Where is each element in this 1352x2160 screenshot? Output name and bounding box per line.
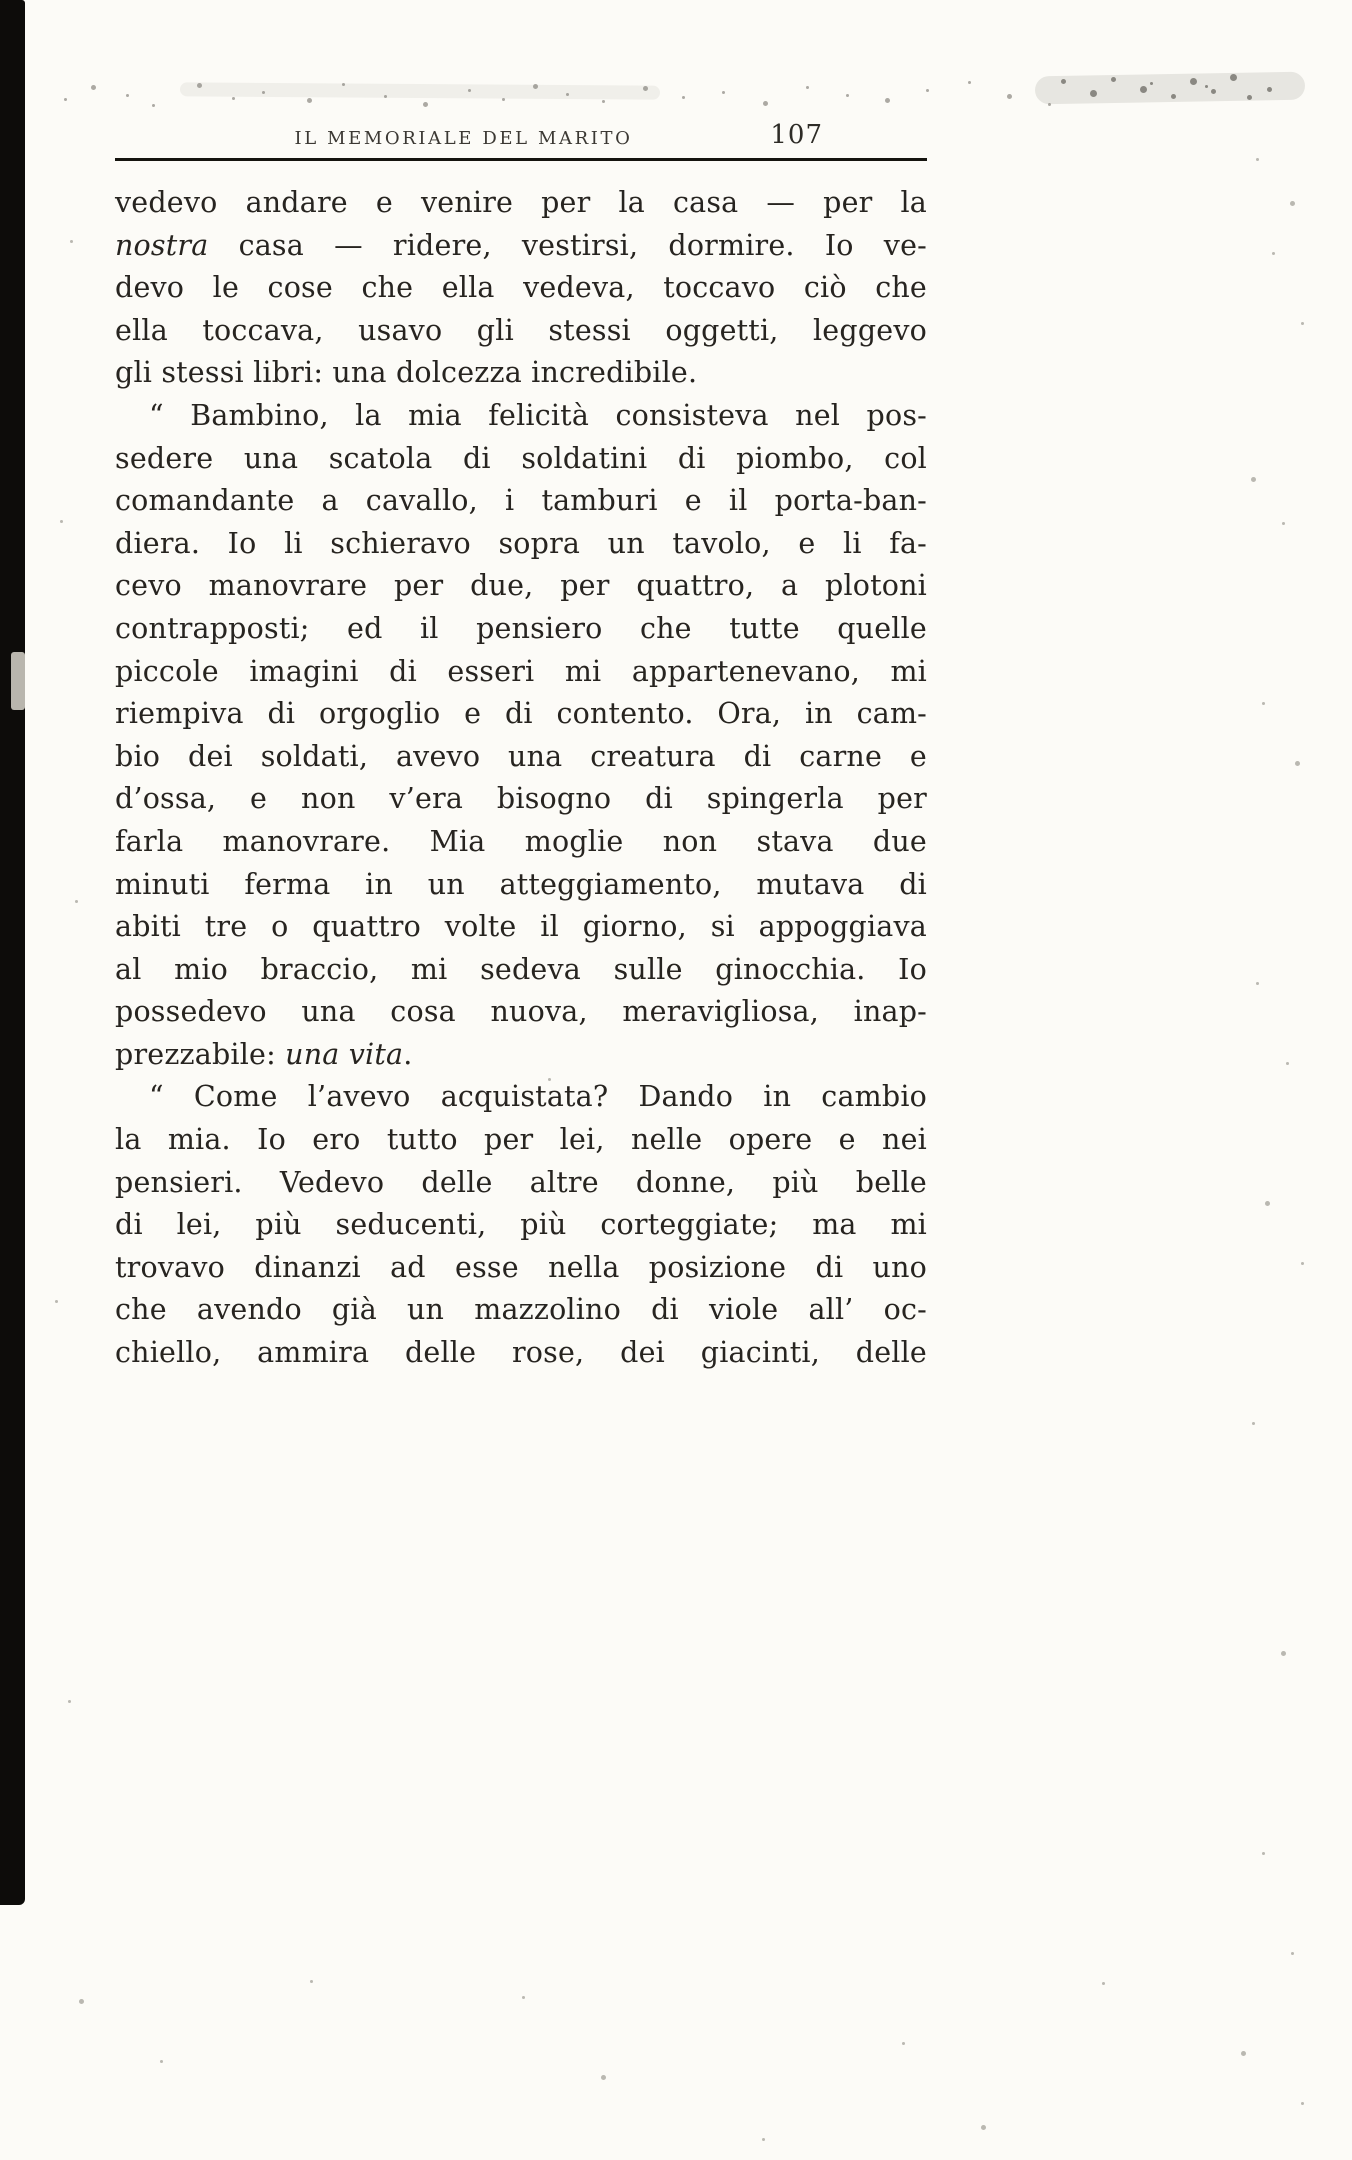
text-run: chiello, ammira delle rose, dei giacinti, delle bbox=[115, 1336, 927, 1370]
text-line bbox=[115, 864, 927, 907]
text-line bbox=[115, 1034, 927, 1077]
text-run: cevo manovrare per due, per quattro, a plotoni bbox=[115, 569, 927, 603]
text-line bbox=[115, 1162, 927, 1205]
binding-shadow-notch bbox=[11, 652, 25, 710]
scan-noise bbox=[0, 0, 3, 3]
text-run: comandante a cavallo, i tamburi e il porta-ban- bbox=[115, 484, 927, 518]
text-run: abiti tre o quattro volte il giorno, si appoggiava bbox=[115, 910, 927, 944]
text-line bbox=[115, 182, 927, 225]
text-line bbox=[115, 693, 927, 736]
text-line bbox=[115, 523, 927, 566]
text-run: piccole imagini di esseri mi appartenevano, mi bbox=[115, 654, 927, 688]
text-run: al mio braccio, mi sedeva sulle ginocchia. Io bbox=[115, 952, 927, 986]
text-line bbox=[115, 821, 927, 864]
page-number: 107 bbox=[770, 120, 823, 150]
italic-run: nostra bbox=[115, 228, 209, 262]
text-run: ella toccava, usavo gli stessi oggetti, leggevo bbox=[115, 313, 927, 347]
binding-shadow bbox=[0, 0, 25, 1905]
italic-run: una vita bbox=[285, 1037, 404, 1071]
text-line bbox=[115, 651, 927, 694]
text-line bbox=[115, 608, 927, 651]
text-line bbox=[115, 565, 927, 608]
text-run: . bbox=[403, 1037, 413, 1071]
text-line bbox=[115, 949, 927, 992]
text-run: prezzabile: bbox=[115, 1037, 286, 1071]
text-run: di lei, più seducenti, più corteggiate; ma mi bbox=[115, 1208, 927, 1242]
text-run: bio dei soldati, avevo una creatura di carne e bbox=[115, 739, 927, 773]
text-line bbox=[115, 310, 927, 353]
text-line bbox=[115, 438, 927, 481]
text-line bbox=[115, 991, 927, 1034]
text-line bbox=[115, 1332, 927, 1375]
text-line bbox=[115, 1289, 927, 1332]
scan-smudge bbox=[1035, 72, 1305, 105]
text-line bbox=[115, 267, 927, 310]
text-line bbox=[115, 1247, 927, 1290]
text-run: pensieri. Vedevo delle altre donne, più belle bbox=[115, 1165, 927, 1199]
text-run: trovavo dinanzi ad esse nella posizione di uno bbox=[115, 1250, 927, 1284]
text-run: d’ossa, e non v’era bisogno di spingerla per bbox=[115, 782, 927, 816]
text-line bbox=[115, 1204, 927, 1247]
text-line bbox=[115, 778, 927, 821]
text-line bbox=[115, 1119, 927, 1162]
text-run: farla manovrare. Mia moglie non stava due bbox=[115, 824, 927, 858]
text-run: sedere una scatola di soldatini di piombo, col bbox=[115, 441, 927, 475]
text-line bbox=[115, 736, 927, 779]
text-run: gli stessi libri: una dolcezza incredibile. bbox=[115, 356, 698, 390]
running-head bbox=[115, 122, 927, 162]
text-block bbox=[115, 182, 927, 1375]
text-line bbox=[115, 906, 927, 949]
text-line bbox=[115, 352, 927, 395]
text-run: diera. Io li schieravo sopra un tavolo, e li fa- bbox=[115, 526, 927, 560]
running-head-title: IL MEMORIALE DEL MARITO bbox=[294, 128, 633, 149]
text-line bbox=[115, 225, 927, 268]
text-line bbox=[115, 1076, 927, 1119]
text-run: contrapposti; ed il pensiero che tutte quelle bbox=[115, 611, 927, 645]
text-run: casa — ridere, vestirsi, dormire. Io ve- bbox=[208, 228, 927, 262]
text-run: “ Come l’avevo acquistata? Dando in cambio bbox=[149, 1080, 927, 1114]
text-run: devo le cose che ella vedeva, toccavo ciò che bbox=[115, 271, 927, 305]
text-run: minuti ferma in un atteggiamento, mutava di bbox=[115, 867, 927, 901]
text-line bbox=[115, 480, 927, 523]
text-run: la mia. Io ero tutto per lei, nelle opere e nei bbox=[115, 1123, 927, 1157]
text-run: possedevo una cosa nuova, meravigliosa, inap- bbox=[115, 995, 927, 1029]
text-run: che avendo già un mazzolino di viole all’ oc- bbox=[115, 1293, 927, 1327]
text-run: riempiva di orgoglio e di contento. Ora, in cam- bbox=[115, 697, 927, 731]
header-rule bbox=[115, 158, 927, 161]
text-run: “ Bambino, la mia felicità consisteva nel pos- bbox=[149, 398, 927, 432]
scan-smudge bbox=[180, 82, 660, 99]
text-line bbox=[115, 395, 927, 438]
text-run: vedevo andare e venire per la casa — per la bbox=[115, 186, 927, 219]
